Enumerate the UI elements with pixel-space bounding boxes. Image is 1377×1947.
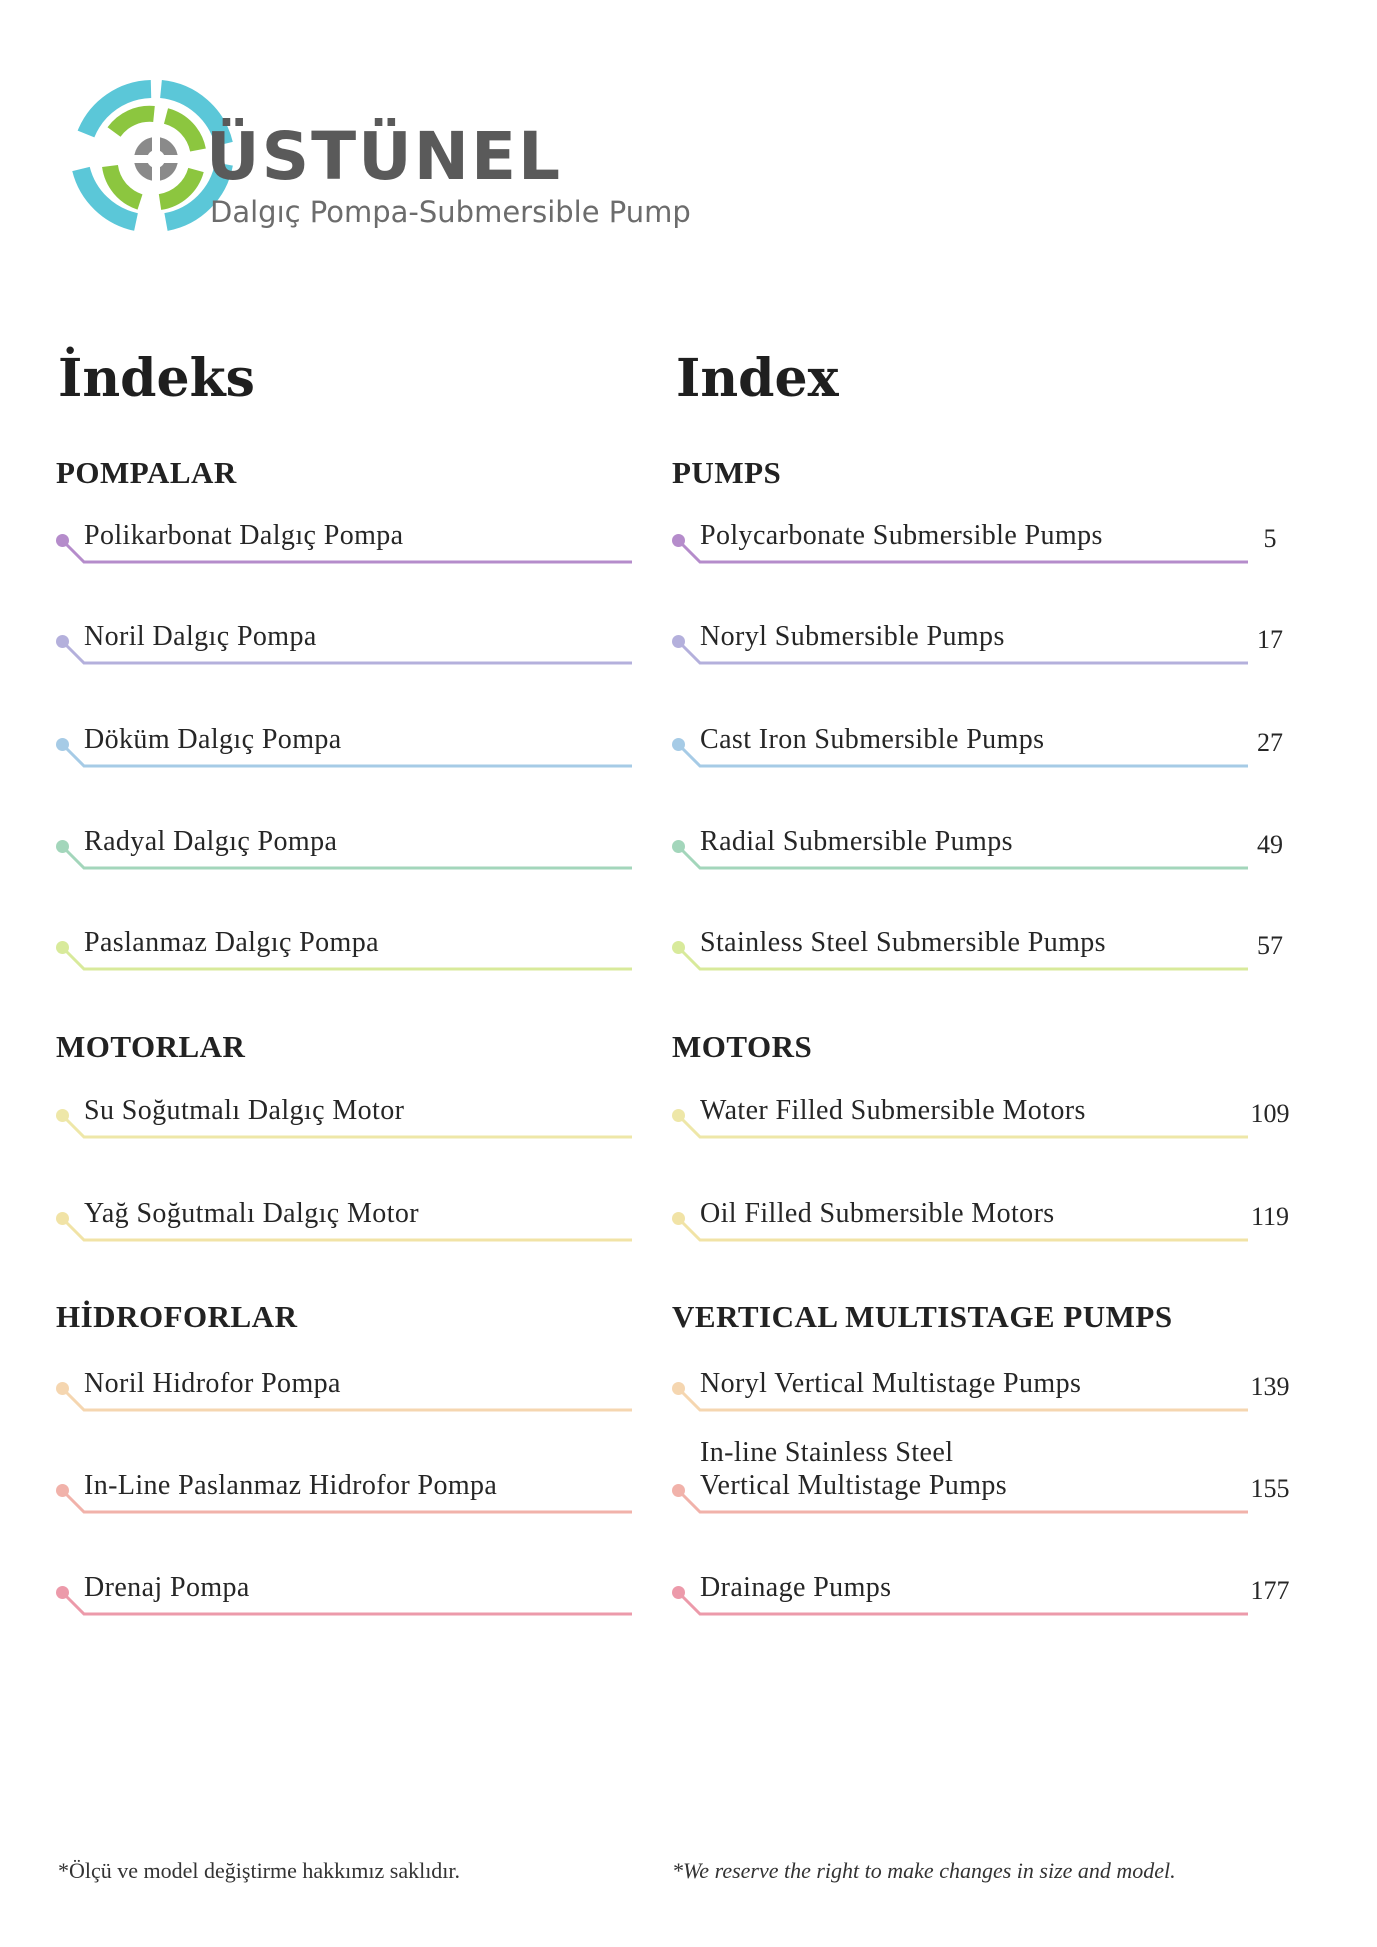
index-entry-en-8[interactable] [672, 1366, 1250, 1426]
entry-label-line1: In-line Stainless Steel [700, 1437, 954, 1468]
bullet-dot-icon [56, 840, 69, 853]
bullet-dot-icon [672, 941, 685, 954]
index-entry-tr-4[interactable] [56, 824, 634, 884]
page-number[interactable]: 109 [1250, 1099, 1290, 1128]
index-entry-tr-6[interactable] [56, 1093, 634, 1153]
bullet-dot-icon [672, 1586, 685, 1599]
bullet-dot-icon [56, 941, 69, 954]
index-entry-tr-7[interactable] [56, 1196, 634, 1256]
index-entry-en-3[interactable] [672, 722, 1250, 782]
entry-label: Stainless Steel Submersible Pumps [700, 927, 1106, 958]
page-number[interactable]: 17 [1257, 625, 1283, 654]
page-number[interactable]: 119 [1250, 1202, 1290, 1231]
brand-name: ÜSTÜNEL [206, 118, 563, 195]
index-entry-en-10[interactable] [672, 1570, 1250, 1630]
bullet-dot-icon [672, 635, 685, 648]
index-entry-tr-5[interactable] [56, 925, 634, 985]
bullet-dot-icon [56, 1586, 69, 1599]
index-entry-tr-1[interactable] [56, 518, 634, 578]
bullet-dot-icon [56, 534, 69, 547]
entry-label: Radyal Dalgıç Pompa [84, 826, 338, 857]
section-motors-tr: MOTORLAR [56, 1029, 246, 1064]
entry-label: Cast Iron Submersible Pumps [700, 724, 1045, 755]
bullet-dot-icon [56, 1382, 69, 1395]
entry-label: Su Soğutmalı Dalgıç Motor [84, 1095, 405, 1126]
bullet-dot-icon [672, 1382, 685, 1395]
bullet-dot-icon [56, 738, 69, 751]
page-number[interactable]: 139 [1250, 1372, 1290, 1401]
bullet-dot-icon [672, 1484, 685, 1497]
index-entry-tr-10[interactable] [56, 1570, 634, 1630]
entry-label: Polikarbonat Dalgıç Pompa [84, 520, 404, 551]
section-hydro-tr: HİDROFORLAR [56, 1299, 298, 1334]
page-number[interactable]: 5 [1263, 524, 1277, 553]
index-entry-tr-8[interactable] [56, 1366, 634, 1426]
section-pumps-tr: POMPALAR [56, 455, 237, 490]
bullet-dot-icon [56, 1109, 69, 1122]
index-entry-en-4[interactable] [672, 824, 1250, 884]
bullet-dot-icon [672, 738, 685, 751]
entry-label: Yağ Soğutmalı Dalgıç Motor [84, 1198, 419, 1229]
index-entry-en-2[interactable] [672, 619, 1250, 679]
bullet-dot-icon [56, 635, 69, 648]
index-entry-en-5[interactable] [672, 925, 1250, 985]
bullet-dot-icon [672, 1109, 685, 1122]
entry-label: Vertical Multistage Pumps [700, 1470, 1008, 1501]
title-en: Index [676, 348, 839, 409]
page-number[interactable]: 177 [1250, 1576, 1290, 1605]
entry-label: Döküm Dalgıç Pompa [84, 724, 342, 755]
entry-label: Radial Submersible Pumps [700, 826, 1013, 857]
entry-label: Noryl Vertical Multistage Pumps [700, 1368, 1082, 1399]
entry-label: Paslanmaz Dalgıç Pompa [84, 927, 379, 958]
index-entry-tr-9[interactable] [56, 1468, 634, 1528]
entry-label: Water Filled Submersible Motors [700, 1095, 1086, 1126]
index-entry-en-9[interactable] [672, 1437, 1250, 1528]
index-entry-tr-3[interactable] [56, 722, 634, 782]
section-pumps-en: PUMPS [672, 455, 782, 490]
entry-label: In-Line Paslanmaz Hidrofor Pompa [84, 1470, 498, 1501]
bullet-dot-icon [56, 1212, 69, 1225]
bullet-dot-icon [672, 534, 685, 547]
page-number[interactable]: 57 [1257, 931, 1283, 960]
footnote-tr: *Ölçü ve model değiştirme hakkımız saklıdır. [58, 1858, 461, 1883]
page-number[interactable]: 27 [1257, 728, 1283, 757]
section-motors-en: MOTORS [672, 1029, 813, 1064]
page-number[interactable]: 49 [1257, 830, 1283, 859]
entry-label: Noril Hidrofor Pompa [84, 1368, 341, 1399]
entry-label: Drainage Pumps [700, 1572, 892, 1603]
entry-label: Drenaj Pompa [84, 1572, 250, 1603]
footnote-en: *We reserve the right to make changes in size and model. [672, 1858, 1176, 1883]
bullet-dot-icon [56, 1484, 69, 1497]
index-entry-en-7[interactable] [672, 1196, 1250, 1256]
bullet-dot-icon [672, 840, 685, 853]
title-tr: İndeks [58, 348, 255, 409]
index-entry-en-1[interactable] [672, 518, 1250, 578]
entry-label: Polycarbonate Submersible Pumps [700, 520, 1103, 551]
section-hydro-en: VERTICAL MULTISTAGE PUMPS [672, 1299, 1173, 1334]
bullet-dot-icon [672, 1212, 685, 1225]
index-entry-tr-2[interactable] [56, 619, 634, 679]
index-entry-en-6[interactable] [672, 1093, 1250, 1153]
entry-label: Oil Filled Submersible Motors [700, 1198, 1055, 1229]
brand-tagline: Dalgıç Pompa-Submersible Pump [210, 195, 691, 229]
page-number[interactable]: 155 [1250, 1474, 1290, 1503]
entry-label: Noril Dalgıç Pompa [84, 621, 317, 652]
entry-label: Noryl Submersible Pumps [700, 621, 1005, 652]
